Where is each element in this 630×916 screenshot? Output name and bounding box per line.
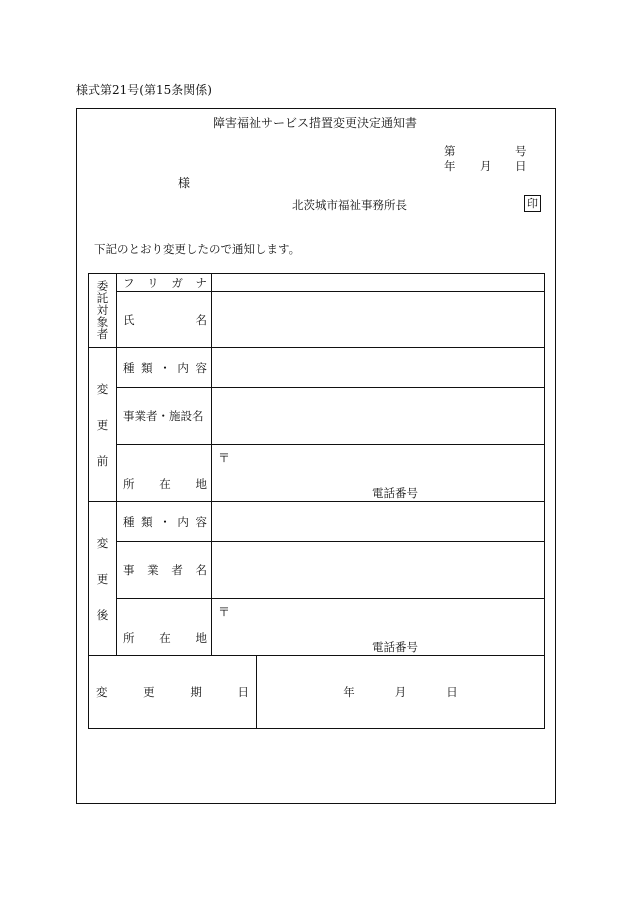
business-label-before: 事業者・施設名 — [117, 388, 212, 445]
change-date-label: 変 更 期 日 — [89, 656, 257, 729]
furigana-label: フ リ ガ ナ — [117, 274, 212, 292]
postal-mark: 〒 — [218, 451, 231, 465]
document-title: 障害福祉サービス措置変更決定通知書 — [212, 116, 417, 130]
business-field-before[interactable] — [212, 388, 545, 445]
vertical-label: 変 更 後 — [96, 535, 109, 622]
name-label: 氏 名 — [117, 292, 212, 348]
type-content-field-before[interactable] — [212, 348, 545, 388]
type-content-label-before: 種 類 ・ 内 容 — [117, 348, 212, 388]
change-date-field[interactable] — [257, 656, 545, 729]
type-content-label-after: 種 類 ・ 内 容 — [117, 502, 212, 542]
addressee-suffix: 様 — [178, 176, 191, 190]
doc-no-prefix: 第 — [444, 144, 456, 158]
location-label-before: 所 在 地 — [117, 445, 212, 502]
notice-text: 下記のとおり変更したので通知します。 — [94, 242, 301, 256]
business-field-after[interactable] — [212, 542, 545, 599]
change-date-day: 日 — [446, 685, 458, 699]
seal-stamp: 印 — [524, 195, 541, 212]
phone-label-after: 電話番号 — [372, 640, 418, 654]
issue-date-day: 日 — [515, 159, 527, 173]
name-field[interactable] — [212, 292, 545, 348]
furigana-field[interactable] — [212, 274, 545, 292]
details-table — [88, 273, 545, 729]
phone-label-before: 電話番号 — [372, 486, 418, 500]
location-field-after[interactable] — [212, 599, 545, 656]
vertical-label: 変 更 前 — [96, 381, 109, 468]
postal-mark: 〒 — [218, 605, 231, 619]
location-label-after: 所 在 地 — [117, 599, 212, 656]
section-label-subject — [89, 274, 117, 348]
business-label-after: 事 業 者 名 — [117, 542, 212, 599]
issue-date-year: 年 — [444, 159, 456, 173]
change-date-year: 年 — [343, 685, 355, 699]
section-label-after — [89, 502, 117, 656]
vertical-label: 委 託 対 象 者 — [96, 279, 109, 341]
type-content-field-after[interactable] — [212, 502, 545, 542]
change-date-month: 月 — [394, 685, 407, 699]
section-label-before — [89, 348, 117, 502]
issue-date-month: 月 — [480, 159, 492, 173]
doc-no-suffix: 号 — [515, 144, 527, 158]
location-field-before[interactable] — [212, 445, 545, 502]
form-number: 様式第21号(第15条関係) — [76, 83, 212, 97]
issuer-name: 北茨城市福祉事務所長 — [292, 198, 407, 212]
